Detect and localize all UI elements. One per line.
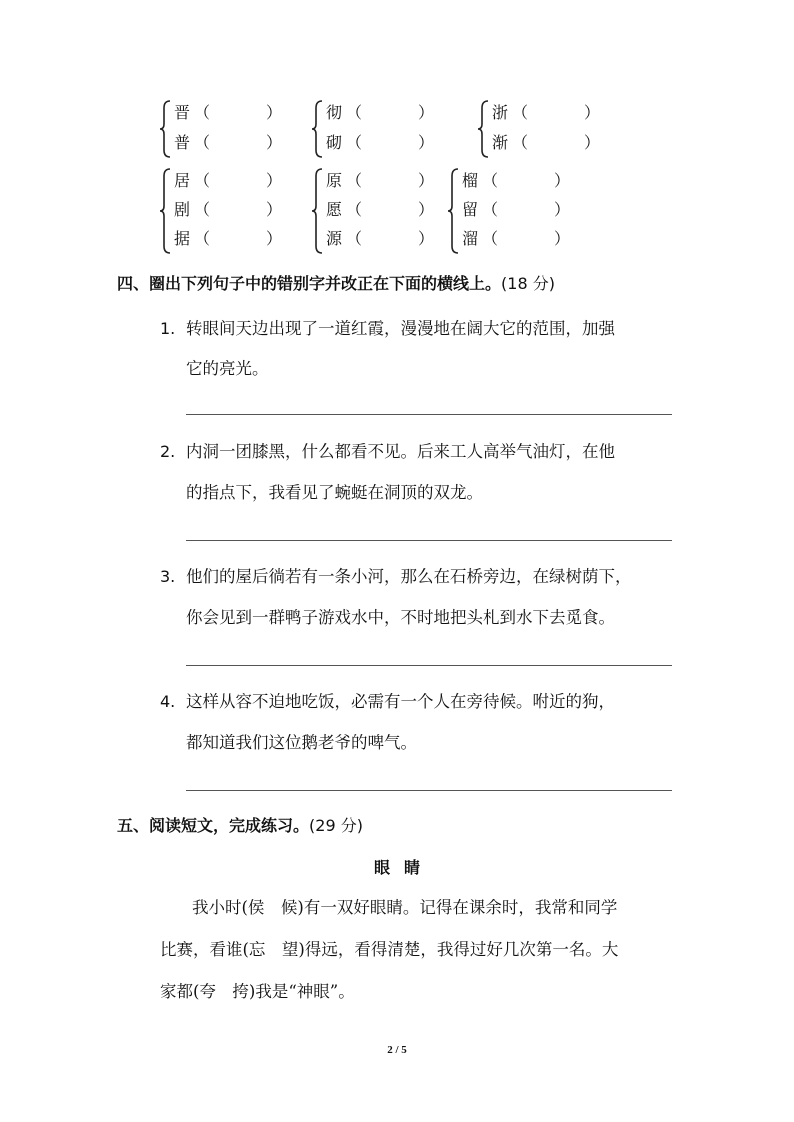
group-row: 溜 （ ） bbox=[462, 229, 571, 248]
brace-icon bbox=[476, 100, 490, 158]
group-row: 据 （ ） bbox=[174, 229, 283, 248]
passage-line-2: 比赛，看谁(忘 望)得远，看得清楚，我得过好几次第一名。大 bbox=[160, 940, 619, 959]
question-3-line-2: 你会见到一群鸭子游戏水中，不时地把头札到水下去觅食。 bbox=[186, 608, 615, 627]
question-2-line-2: 的指点下，我看见了蜿蜓在洞顶的双龙。 bbox=[186, 483, 483, 502]
group-row: 晋 （ ） bbox=[174, 103, 283, 122]
question-number: 3. bbox=[160, 567, 176, 586]
page-number: 2 / 5 bbox=[387, 1044, 407, 1056]
passage-title: 眼睛 bbox=[373, 858, 434, 877]
passage-line-3: 家都(夸 挎)我是“神眼”。 bbox=[160, 982, 355, 1001]
question-4-line-1: 这样从容不迫地吃饭，必需有一个人在旁待候。咐近的狗， bbox=[186, 692, 615, 711]
question-3-line-1: 他们的屋后徜若有一条小河，那么在石桥旁边，在绿树荫下， bbox=[186, 567, 632, 586]
question-4-line-2: 都知道我们这位鹅老爷的啤气。 bbox=[186, 733, 417, 752]
section-5-title: 五、阅读短文，完成练习。 bbox=[117, 816, 310, 835]
group-row: 渐 （ ） bbox=[492, 133, 601, 152]
group-row: 砌 （ ） bbox=[326, 133, 435, 152]
section-4-title: 四、圈出下列句子中的错别字并改正在下面的横线上。 bbox=[117, 274, 502, 293]
group-row: 浙 （ ） bbox=[492, 103, 601, 122]
brace-icon bbox=[310, 100, 324, 158]
question-number: 2. bbox=[160, 442, 176, 461]
group-row: 留 （ ） bbox=[462, 200, 571, 219]
group-row: 榴 （ ） bbox=[462, 171, 571, 190]
group-row: 居 （ ） bbox=[174, 171, 283, 190]
section-4-score: (18 分) bbox=[501, 274, 555, 293]
question-1-line-2: 它的亮光。 bbox=[186, 359, 269, 378]
section-5-score: (29 分) bbox=[309, 816, 363, 835]
group-row: 原 （ ） bbox=[326, 171, 435, 190]
group-row: 愿 （ ） bbox=[326, 200, 435, 219]
question-number: 4. bbox=[160, 692, 176, 711]
section-5-heading bbox=[117, 814, 363, 838]
answer-line-1[interactable] bbox=[186, 414, 672, 415]
brace-icon bbox=[158, 168, 172, 254]
answer-line-4[interactable] bbox=[186, 790, 672, 791]
section-4-heading bbox=[117, 272, 555, 296]
passage-line-1: 我小时(侯 候)有一双好眼睛。记得在课余时，我常和同学 bbox=[192, 898, 618, 917]
brace-icon bbox=[310, 168, 324, 254]
question-1-line-1: 转眼间天边出现了一道红霞，漫漫地在阔大它的范围，加强 bbox=[186, 319, 615, 338]
brace-icon bbox=[446, 168, 460, 254]
answer-line-2[interactable] bbox=[186, 540, 672, 541]
group-row: 普 （ ） bbox=[174, 133, 283, 152]
question-number: 1. bbox=[160, 319, 176, 338]
answer-line-3[interactable] bbox=[186, 665, 672, 666]
group-row: 彻 （ ） bbox=[326, 103, 435, 122]
group-row: 源 （ ） bbox=[326, 229, 435, 248]
brace-icon bbox=[158, 100, 172, 158]
question-2-line-1: 内洞一团膝黑，什么都看不见。后来工人高举气油灯，在他 bbox=[186, 442, 615, 461]
group-row: 剧 （ ） bbox=[174, 200, 283, 219]
